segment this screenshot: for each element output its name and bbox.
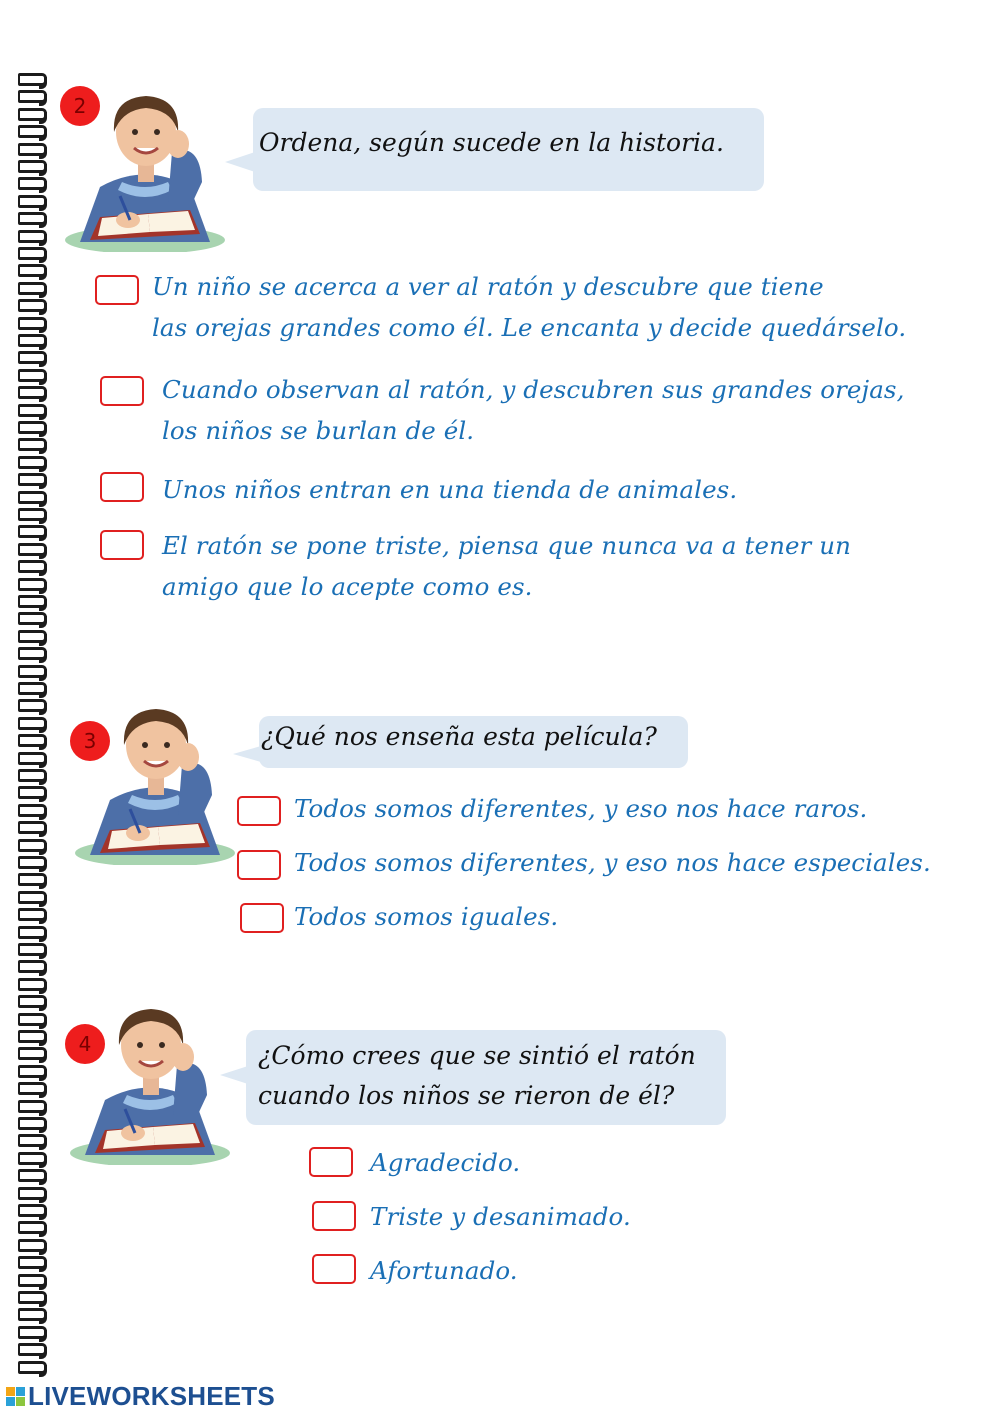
spiral-coil xyxy=(18,176,48,188)
spiral-coil xyxy=(18,194,48,206)
spiral-coil xyxy=(18,333,48,345)
spiral-coil xyxy=(18,1220,48,1232)
child-reading-icon xyxy=(60,92,230,252)
spiral-coil xyxy=(18,803,48,815)
spiral-coil xyxy=(18,664,48,676)
answer-checkbox[interactable] xyxy=(237,850,281,880)
question-prompt-bubble xyxy=(253,108,764,191)
spiral-coil xyxy=(18,72,48,84)
spiral-coil xyxy=(18,1081,48,1093)
spiral-coil xyxy=(18,124,48,136)
spiral-coil xyxy=(18,298,48,310)
spiral-coil xyxy=(18,890,48,902)
spiral-coil xyxy=(18,368,48,380)
answer-checkbox[interactable] xyxy=(309,1147,353,1177)
spiral-coil xyxy=(18,1238,48,1250)
spiral-coil xyxy=(18,959,48,971)
spiral-coil xyxy=(18,1168,48,1180)
question-number-badge: 2 xyxy=(60,86,100,126)
spiral-coil xyxy=(18,1307,48,1319)
spiral-coil xyxy=(18,907,48,919)
liveworksheets-logo-icon xyxy=(6,1387,25,1406)
option-text: Todos somos diferentes, y eso nos hace raros. xyxy=(294,794,868,823)
spiral-coil xyxy=(18,768,48,780)
spiral-coil xyxy=(18,872,48,884)
spiral-coil xyxy=(18,594,48,606)
question-prompt-bubble xyxy=(246,1030,726,1125)
child-reading-icon xyxy=(65,1005,235,1165)
spiral-coil xyxy=(18,211,48,223)
spiral-coil xyxy=(18,716,48,728)
spiral-coil xyxy=(18,1151,48,1163)
spiral-coil xyxy=(18,437,48,449)
spiral-coil xyxy=(18,542,48,554)
spiral-coil xyxy=(18,1029,48,1041)
spiral-coil xyxy=(18,646,48,658)
spiral-coil xyxy=(18,385,48,397)
order-checkbox[interactable] xyxy=(95,275,139,305)
option-text: Un niño se acerca a ver al ratón y descubre que tiene las orejas grandes como él. Le encanta y decide quedárselo. xyxy=(152,272,907,342)
spiral-coil xyxy=(18,524,48,536)
option-text: El ratón se pone triste, piensa que nunca va a tener un amigo que lo acepte como es. xyxy=(162,531,852,601)
spiral-coil xyxy=(18,472,48,484)
spiral-coil xyxy=(18,455,48,467)
spiral-coil xyxy=(18,577,48,589)
spiral-coil xyxy=(18,925,48,937)
spiral-coil xyxy=(18,855,48,867)
spiral-coil xyxy=(18,281,48,293)
spiral-coil xyxy=(18,751,48,763)
spiral-coil xyxy=(18,942,48,954)
order-checkbox[interactable] xyxy=(100,472,144,502)
option-text: Todos somos diferentes, y eso nos hace especiales. xyxy=(294,848,931,877)
spiral-coil xyxy=(18,229,48,241)
question-prompt: Ordena, según sucede en la historia. xyxy=(259,128,724,157)
question-prompt: ¿Qué nos enseña esta película? xyxy=(261,722,657,751)
answer-checkbox[interactable] xyxy=(240,903,284,933)
spiral-coil xyxy=(18,838,48,850)
notebook-spiral-icon xyxy=(0,0,60,1390)
spiral-coil xyxy=(18,1325,48,1337)
spiral-coil xyxy=(18,1046,48,1058)
option-text: Triste y desanimado. xyxy=(370,1202,631,1231)
option-text: Cuando observan al ratón, y descubren sus grandes orejas, los niños se burlan de él. xyxy=(162,375,905,445)
spiral-coil xyxy=(18,263,48,275)
question-number-badge: 3 xyxy=(70,721,110,761)
spiral-coil xyxy=(18,1133,48,1145)
answer-checkbox[interactable] xyxy=(312,1254,356,1284)
spiral-coil xyxy=(18,246,48,258)
spiral-coil xyxy=(18,159,48,171)
spiral-coil xyxy=(18,403,48,415)
spiral-coil xyxy=(18,350,48,362)
spiral-coil xyxy=(18,1116,48,1128)
option-text: Afortunado. xyxy=(370,1256,518,1285)
spiral-coil xyxy=(18,698,48,710)
spiral-coil xyxy=(18,733,48,745)
question-prompt: ¿Cómo crees que se sintió el ratón cuando los niños se rieron de él? xyxy=(258,1041,696,1110)
question-prompt-bubble xyxy=(259,716,688,768)
spiral-coil xyxy=(18,1273,48,1285)
answer-checkbox[interactable] xyxy=(237,796,281,826)
spiral-coil xyxy=(18,507,48,519)
answer-checkbox[interactable] xyxy=(312,1201,356,1231)
spiral-coil xyxy=(18,1099,48,1111)
spiral-coil xyxy=(18,1342,48,1354)
spiral-coil xyxy=(18,1255,48,1267)
spiral-coil xyxy=(18,559,48,571)
brand-name: LIVEWORKSHEETS xyxy=(28,1380,275,1411)
spiral-coil xyxy=(18,785,48,797)
spiral-coil xyxy=(18,820,48,832)
option-text: Unos niños entran en una tienda de animales. xyxy=(162,475,738,504)
spiral-coil xyxy=(18,1203,48,1215)
option-text: Agradecido. xyxy=(370,1148,521,1177)
spiral-coil xyxy=(18,107,48,119)
child-reading-icon xyxy=(70,705,240,865)
order-checkbox[interactable] xyxy=(100,530,144,560)
spiral-coil xyxy=(18,490,48,502)
spiral-coil xyxy=(18,1290,48,1302)
spiral-coil xyxy=(18,1064,48,1076)
spiral-coil xyxy=(18,1360,48,1372)
order-checkbox[interactable] xyxy=(100,376,144,406)
spiral-coil xyxy=(18,1186,48,1198)
spiral-coil xyxy=(18,316,48,328)
spiral-coil xyxy=(18,629,48,641)
spiral-coil xyxy=(18,89,48,101)
spiral-coil xyxy=(18,142,48,154)
footer-brand[interactable] xyxy=(6,1382,275,1410)
spiral-coil xyxy=(18,994,48,1006)
spiral-coil xyxy=(18,1012,48,1024)
spiral-coil xyxy=(18,977,48,989)
option-text: Todos somos iguales. xyxy=(294,902,559,931)
spiral-coil xyxy=(18,420,48,432)
spiral-coil xyxy=(18,681,48,693)
spiral-coil xyxy=(18,611,48,623)
question-number-badge: 4 xyxy=(65,1024,105,1064)
